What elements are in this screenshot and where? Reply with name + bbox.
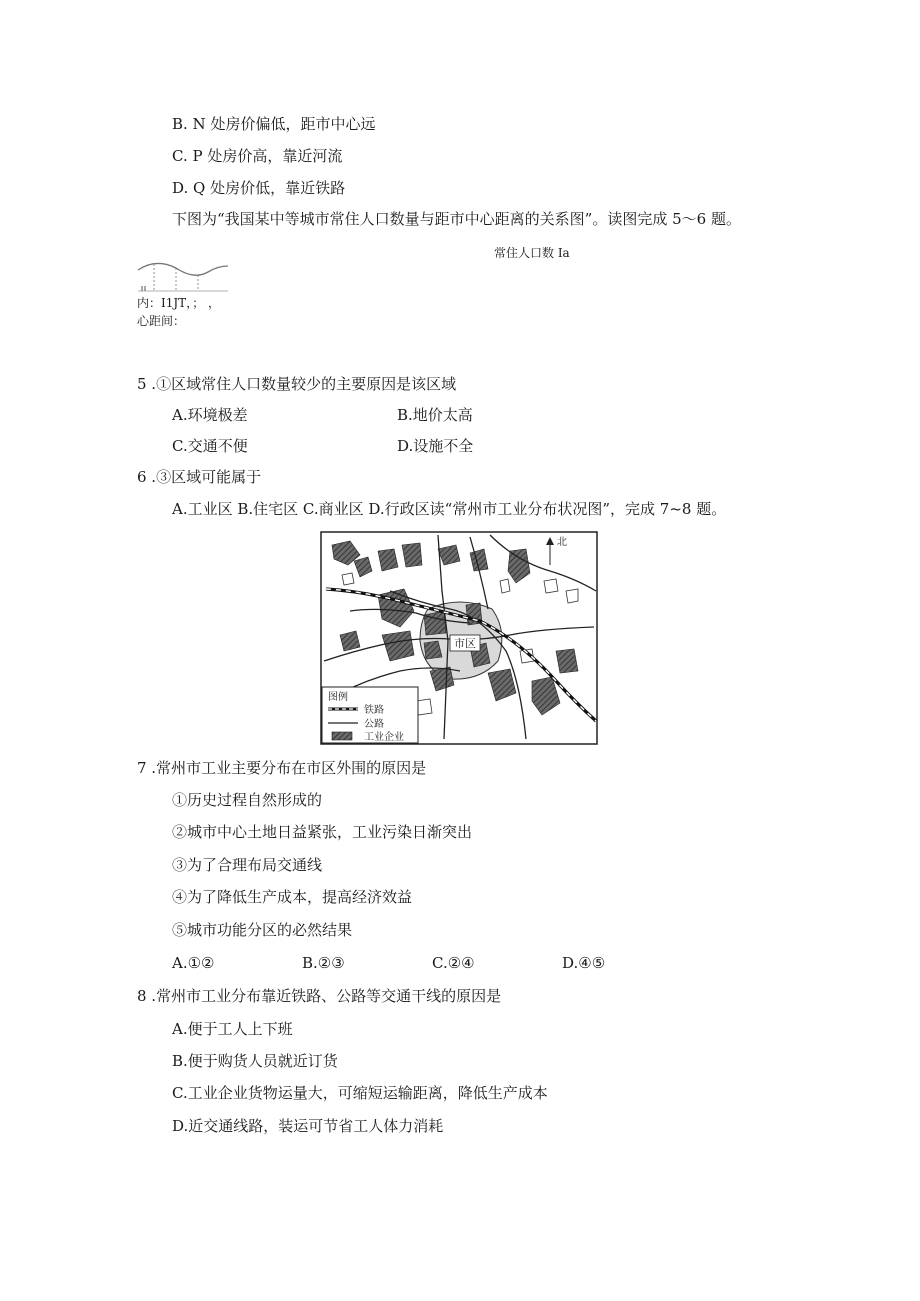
- question-6-options-and-intro: A.工业区 B.住宅区 C.商业区 D.行政区读“常州市工业分布状况图”，完成 7~8 题。: [172, 500, 727, 518]
- question-7-options: [172, 953, 692, 973]
- option-d: D. Q 处房价低，靠近铁路: [172, 179, 346, 197]
- q8-option-d: D.近交通线路，装运可节省工人体力消耗: [172, 1117, 444, 1135]
- changzhou-industry-map: [320, 531, 598, 745]
- legend-industry: 工业企业: [364, 732, 404, 743]
- q7-item-1: ①历史过程自然形成的: [172, 791, 323, 809]
- graph-y-label: 常住人口数 Ia: [494, 246, 570, 260]
- option-c: C. P 处房价高，靠近河流: [172, 147, 343, 165]
- legend-road: 公路: [364, 719, 384, 730]
- city-label: 市区: [454, 637, 476, 650]
- q7-item-4: ④为了降低生产成本，提高经济效益: [172, 888, 413, 906]
- population-curve-fragment: [136, 258, 230, 294]
- question-5-options-row1: [172, 405, 622, 425]
- q8-option-a: A.便于工人上下班: [172, 1020, 293, 1038]
- q8-option-c: C.工业企业货物运量大，可缩短运输距离，降低生产成本: [172, 1084, 548, 1102]
- q5-option-c: C.交通不便: [172, 437, 248, 455]
- q7-option-c: C.②④: [432, 954, 475, 972]
- q5-option-a: A.环境极差: [172, 406, 248, 424]
- q7-item-5: ⑤城市功能分区的必然结果: [172, 921, 353, 939]
- intro-questions-5-6: 下图为“我国某中等城市常住人口数量与距市中心距离的关系图”。读图完成 5～6 题。: [172, 210, 741, 228]
- map-legend: [322, 687, 418, 743]
- legend-railway: 铁路: [364, 705, 384, 716]
- q5-option-d: D.设施不全: [397, 437, 474, 455]
- question-5-stem: 5 .①区域常住人口数量较少的主要原因是该区域: [137, 375, 457, 393]
- legend-title: 图例: [328, 692, 348, 703]
- question-8-stem: 8 .常州市工业分布靠近铁路、公路等交通干线的原因是: [137, 987, 502, 1005]
- question-7-stem: 7 .常州市工业主要分布在市区外围的原因是: [137, 759, 427, 777]
- q7-option-b: B.②③: [302, 954, 345, 972]
- option-b: B. N 处房价偏低，距市中心远: [172, 115, 376, 133]
- graph-x-fragment-2: 心距间：: [137, 314, 186, 328]
- q7-item-2: ②城市中心土地日益紧张，工业污染日渐突出: [172, 823, 473, 841]
- north-label: 北: [557, 537, 567, 548]
- q7-option-a: A.①②: [172, 954, 215, 972]
- question-6-stem: 6 .③区域可能属于: [137, 468, 262, 486]
- graph-x-fragment-1: 内：I1JT，； ，: [137, 296, 221, 310]
- q8-option-b: B.便于购货人员就近订货: [172, 1052, 338, 1070]
- q7-item-3: ③为了合理布局交通线: [172, 856, 323, 874]
- question-5-options-row2: [172, 436, 622, 456]
- q7-option-d: D.④⑤: [562, 954, 606, 972]
- q5-option-b: B.地价太高: [397, 406, 473, 424]
